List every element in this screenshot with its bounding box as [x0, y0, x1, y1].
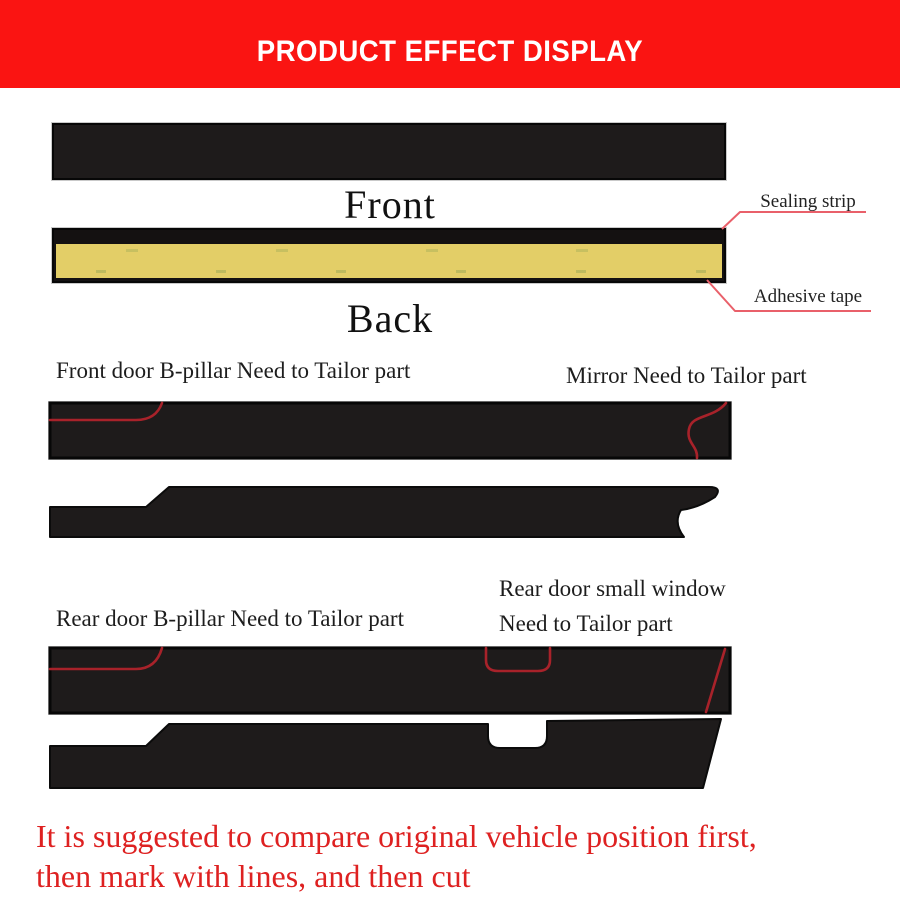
back-view-label: Back	[346, 296, 434, 341]
rear-door-small-window-label	[499, 571, 726, 641]
rear-door-strip-uncut	[50, 648, 730, 713]
front-view-label: Front	[344, 182, 436, 227]
rear-door-small-window-line2: Need to Tailor part	[499, 611, 673, 636]
adhesive-tape-band	[56, 244, 722, 278]
cut-line-rear-window-notch	[486, 648, 550, 671]
rear-door-strip-outline	[49, 647, 732, 715]
footer-note-line2: then mark with lines, and then cut	[36, 858, 471, 894]
front-door-strip-outline	[49, 402, 732, 460]
cut-line-mirror-right	[689, 403, 726, 458]
sealing-strip-back-view	[52, 228, 726, 283]
front-door-bpillar-label: Front door B-pillar Need to Tailor part	[56, 358, 411, 383]
front-door-strip-uncut	[50, 403, 730, 458]
banner-title: PRODUCT EFFECT DISPLAY	[256, 35, 644, 68]
cut-line-front-door-left	[50, 403, 162, 420]
rear-door-strip-cut	[50, 719, 721, 788]
footer-note-line1: It is suggested to compare original vehicle position first,	[36, 818, 757, 854]
cut-line-rear-door-right	[706, 649, 725, 712]
mirror-label: Mirror Need to Tailor part	[566, 363, 807, 388]
front-door-strip-cut	[50, 487, 718, 537]
product-banner	[0, 0, 900, 88]
sealing-strip-front-view	[52, 123, 726, 180]
sealing-strip-callout: Sealing strip	[760, 191, 856, 212]
adhesive-tape-callout: Adhesive tape	[753, 286, 863, 307]
rear-door-bpillar-label: Rear door B-pillar Need to Tailor part	[56, 606, 404, 631]
rear-door-small-window-line1: Rear door small window	[499, 576, 726, 601]
cut-line-rear-door-left	[50, 648, 162, 669]
